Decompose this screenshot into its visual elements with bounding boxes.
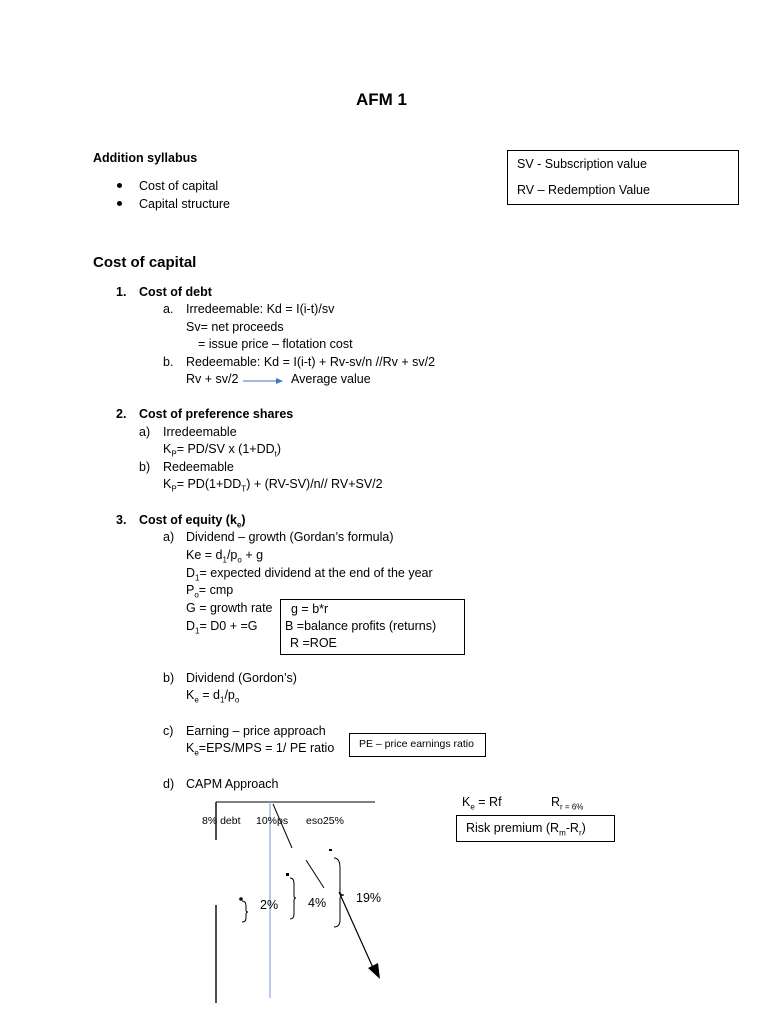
list-label: b. <box>163 355 174 369</box>
po-definition: $P_o=$ cmp <box>186 583 234 600</box>
list-label: b) <box>139 460 151 474</box>
growth-box-line: B =balance profits (returns) <box>285 619 437 633</box>
risk-premium-text: Risk premium $(R_m-R_r)$ <box>466 821 586 838</box>
sketch-label-eso: eso25% <box>306 815 344 827</box>
list-number: 1. <box>116 285 127 299</box>
list-label: a. <box>163 302 174 316</box>
list-number: 3. <box>116 513 127 527</box>
gordon-label: Dividend (Gordon’s) <box>186 671 297 685</box>
list-label: a) <box>139 425 151 439</box>
list-label: c) <box>163 724 174 738</box>
page-title: AFM 1 <box>356 90 407 109</box>
list-number: 2. <box>116 407 127 421</box>
average-formula: Rv + sv/2 <box>186 372 239 386</box>
gordon-formula: $K_e = d_1/p_o$ <box>186 688 240 705</box>
average-value-label: Average value <box>291 372 371 386</box>
capm-rf-value: $R_{r = 6\%}$ <box>551 795 584 812</box>
ke-formula: $Ke = d_1/p_o + g$ <box>186 548 264 565</box>
redeemable-debt-formula: Redeemable: Kd = I(i-t) + Rv-sv/n //Rv + sv/2 <box>186 355 436 369</box>
debt-title: Cost of debt <box>139 285 212 299</box>
capm-ke-formula: $K_e = Rf$ <box>462 795 502 812</box>
dividend-growth-label: Dividend – growth (Gordan’s formula) <box>186 530 394 544</box>
pref-title: Cost of preference shares <box>139 407 294 421</box>
list-label: b) <box>163 671 175 685</box>
section-heading: Cost of capital <box>93 254 197 271</box>
syllabus-item: Capital structure <box>139 197 231 211</box>
capm-label: CAPM Approach <box>186 777 279 791</box>
abbreviation-rv: RV – Redemption Value <box>517 183 650 197</box>
pref-irredeemable-formula: $K_P= PD/SV$ x $(1+DD_t)$ <box>163 442 282 459</box>
syllabus-item: Cost of capital <box>139 179 219 193</box>
irredeemable-debt-formula: Irredeemable: Kd = I(i-t)/sv <box>186 302 335 316</box>
growth-box-line: R =ROE <box>290 636 337 650</box>
pref-redeemable-formula: $K_P= PD(1+DD_T) + (RV-SV)/n//$ RV+SV/2 <box>163 477 383 494</box>
growth-box-line: g = b*r <box>291 602 329 616</box>
growth-rate-label: G = growth rate <box>186 601 273 615</box>
abbreviation-sv: SV - Subscription value <box>517 157 647 171</box>
pe-box-text: PE – price earnings ratio <box>359 738 474 750</box>
pref-irredeemable-label: Irredeemable <box>163 425 237 439</box>
earning-price-label: Earning – price approach <box>186 724 326 738</box>
equity-title: Cost of equity $(k_e)$ <box>139 513 246 530</box>
d1-definition: $D_1=$ expected dividend at the end of the year <box>186 566 433 583</box>
list-label: d) <box>163 777 175 791</box>
sketch-pct-2: 2% <box>260 898 279 912</box>
sketch-label-debt: 8% debt <box>202 815 241 827</box>
sv-definition-detail: = issue price – flotation cost <box>198 337 353 351</box>
pref-redeemable-label: Redeemable <box>163 460 234 474</box>
list-label: a) <box>163 530 175 544</box>
sv-definition: Sv= net proceeds <box>186 320 284 334</box>
sketch-pct-19: 19% <box>356 891 382 905</box>
syllabus-heading: Addition syllabus <box>93 151 198 165</box>
earning-price-formula: $K_e=EPS$/MPS = 1/ PE ratio <box>186 741 335 758</box>
sketch-label-ps: 10%ps <box>256 815 289 827</box>
sketch-pct-4: 4% <box>308 896 327 910</box>
d1-formula: $D_1= D0 + =G$ <box>186 619 258 636</box>
